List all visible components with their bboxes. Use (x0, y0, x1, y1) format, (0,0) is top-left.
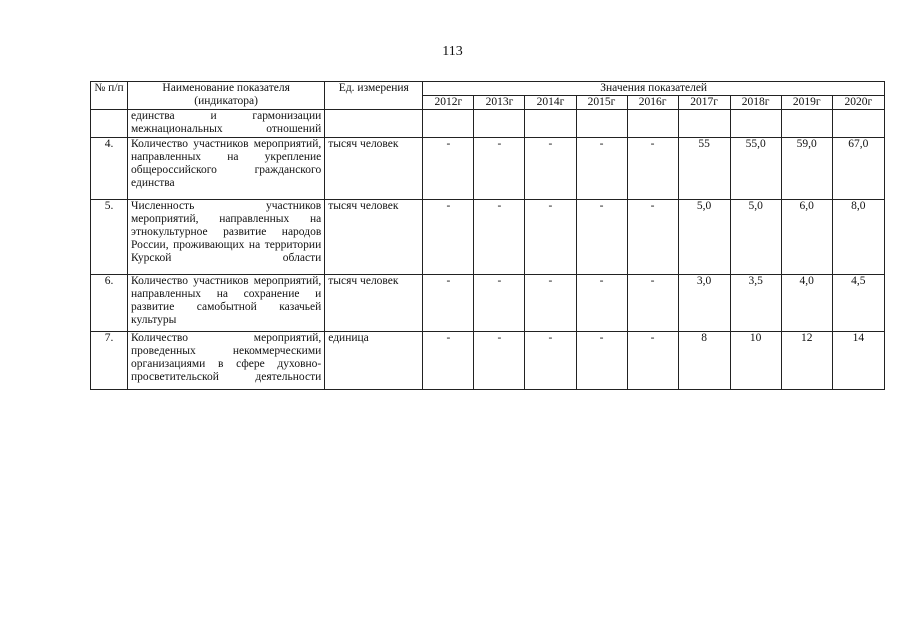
indicator-name: Количество мероприятий, проведенных некоммерческими организациями в сфере духовно-просветительской деятельности (128, 332, 325, 390)
row-number: 5. (91, 200, 128, 275)
header-name: Наименование показателя (индикатора) (128, 82, 325, 110)
unit-of-measure: тысяч человек (325, 138, 423, 200)
header-year: 2019г (781, 96, 832, 110)
year-value: - (627, 200, 678, 275)
indicator-name: единства и гармонизации межнациональных отношений (128, 110, 325, 138)
year-value: 5,0 (730, 200, 781, 275)
year-value: 55 (678, 138, 730, 200)
indicator-name: Количество участников мероприятий, направленных на сохранение и развитие самобытной казачьей культуры (128, 275, 325, 332)
year-value: 10 (730, 332, 781, 390)
header-year: 2012г (423, 96, 474, 110)
table-row (91, 138, 885, 200)
year-value: 8,0 (832, 200, 884, 275)
row-number: 7. (91, 332, 128, 390)
year-value (474, 110, 525, 138)
year-value: - (423, 275, 474, 332)
year-value: 6,0 (781, 200, 832, 275)
year-value: 55,0 (730, 138, 781, 200)
year-value: 3,5 (730, 275, 781, 332)
indicator-name: Количество участников мероприятий, направленных на укрепление общероссийского гражданского единства (128, 138, 325, 200)
year-value: 5,0 (678, 200, 730, 275)
year-value: - (423, 138, 474, 200)
page-number: 113 (442, 44, 463, 59)
row-number (91, 110, 128, 138)
header-year: 2016г (627, 96, 678, 110)
row-number: 4. (91, 138, 128, 200)
year-value: - (525, 332, 576, 390)
row-number: 6. (91, 275, 128, 332)
year-value: 4,5 (832, 275, 884, 332)
table-row (91, 110, 885, 138)
year-value (576, 110, 627, 138)
year-value: - (423, 332, 474, 390)
header-year: 2018г (730, 96, 781, 110)
year-value: - (474, 332, 525, 390)
unit-of-measure: тысяч человек (325, 200, 423, 275)
year-value: - (474, 138, 525, 200)
year-value (730, 110, 781, 138)
header-unit: Ед. измерения (325, 82, 423, 110)
header-year: 2013г (474, 96, 525, 110)
year-value: 67,0 (832, 138, 884, 200)
year-value (423, 110, 474, 138)
year-value (525, 110, 576, 138)
year-value: 3,0 (678, 275, 730, 332)
header-num: № п/п (91, 82, 128, 110)
header-year: 2020г (832, 96, 884, 110)
year-value: - (576, 332, 627, 390)
header-year: 2017г (678, 96, 730, 110)
year-value: - (576, 138, 627, 200)
year-value: - (525, 200, 576, 275)
year-value (832, 110, 884, 138)
year-value (627, 110, 678, 138)
year-value: - (576, 200, 627, 275)
indicators-table (90, 81, 885, 390)
header-year: 2015г (576, 96, 627, 110)
year-value: 14 (832, 332, 884, 390)
indicator-name: Численность участников мероприятий, направленных на этнокультурное развитие народов России, проживающих на территории Курской области (128, 200, 325, 275)
year-value: 59,0 (781, 138, 832, 200)
table-row (91, 275, 885, 332)
header-year: 2014г (525, 96, 576, 110)
year-value: - (474, 200, 525, 275)
table-row (91, 200, 885, 275)
year-value: - (525, 275, 576, 332)
year-value: - (627, 332, 678, 390)
year-value (678, 110, 730, 138)
year-value (781, 110, 832, 138)
unit-of-measure: тысяч человек (325, 275, 423, 332)
header-row (91, 82, 885, 96)
year-value: 8 (678, 332, 730, 390)
header-values-group: Значения показателей (423, 82, 885, 96)
table-row (91, 332, 885, 390)
unit-of-measure (325, 110, 423, 138)
year-value: - (474, 275, 525, 332)
year-value: 4,0 (781, 275, 832, 332)
year-value: - (627, 275, 678, 332)
year-value: - (525, 138, 576, 200)
year-value: 12 (781, 332, 832, 390)
year-value: - (576, 275, 627, 332)
unit-of-measure: единица (325, 332, 423, 390)
year-value: - (423, 200, 474, 275)
year-value: - (627, 138, 678, 200)
